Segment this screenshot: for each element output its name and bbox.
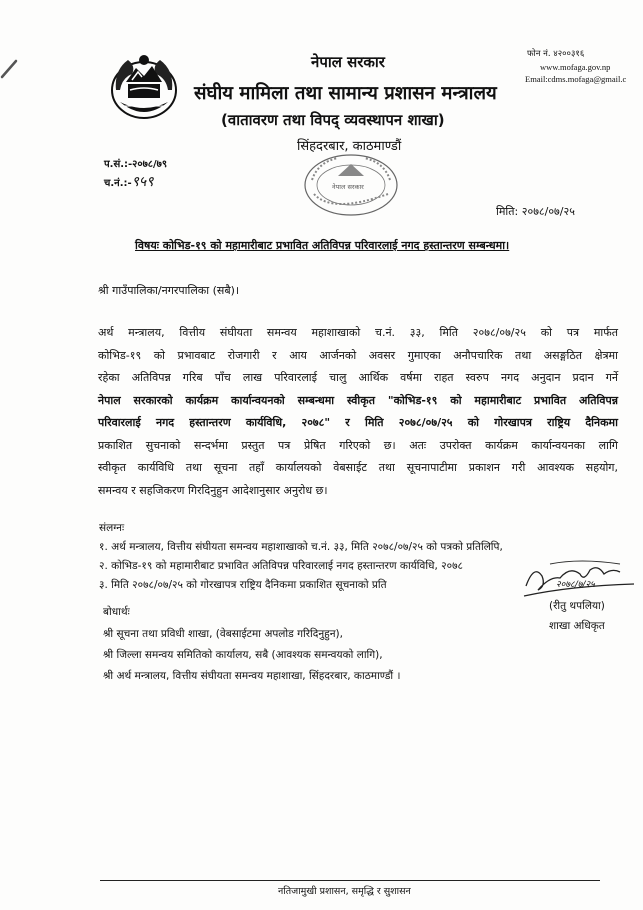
letter-date: मिति: २०७८/०७/२५ bbox=[496, 205, 575, 218]
attachment-item: २. कोभिड-१९ को महामारीबाट प्रभावित अतिविपन्न परिवारलाई नगद हस्तान्तरण कार्यविधि, २०७८ bbox=[99, 560, 464, 572]
body-line: अर्थ मन्त्रालय, वित्तीय संघीयता समन्वय महाशाखाको च.नं. ३३, मिति २०७८/०७/२५ को पत्र मार्फत bbox=[98, 326, 618, 339]
office-location: सिंहदरबार, काठमाण्डौं bbox=[297, 139, 402, 154]
subject-line: विषयः कोभिड-१९ को महामारीबाट प्रभावित अतिविपन्न परिवारलाई नगद हस्तान्तरण सम्बन्धमा। bbox=[135, 239, 510, 252]
cc-item: श्री अर्थ मन्त्रालय, वित्तीय संघीयता समन्वय महाशाखा, सिंहदरबार, काठमाण्डौं । bbox=[103, 670, 401, 682]
dispatch-label: च.नं.:- bbox=[104, 178, 132, 189]
footer-motto: नतिजामुखी प्रशासन, समृद्धि र सुशासन bbox=[278, 886, 411, 897]
dispatch-handwritten: ९५९ bbox=[131, 174, 154, 190]
attachment-item: ३. मिति २०७८/०७/२५ को गोरखापत्र राष्ट्रिय दैनिकमा प्रकाशित सूचनाको प्रति bbox=[99, 579, 387, 591]
footer-rule bbox=[100, 880, 600, 881]
body-line: परिवारलाई नगद हस्तान्तरण कार्यविधि, २०७८" र मिति २०७८/०७/२५ को गोरखापत्र राष्ट्रिय दैनिकमा bbox=[98, 416, 618, 429]
cc-item: श्री जिल्ला समन्वय समितिको कार्यालय, सबै (आवश्यक समन्वयको लागि), bbox=[103, 649, 383, 661]
body-line: रहेका अतिविपन्न गरिब पाँच लाख परिवारलाई चालु आर्थिक वर्षमा राहत स्वरुप नगद अनुदान प्रदान गर्ने bbox=[98, 371, 618, 384]
body-line: समन्वय र सहजिकरण गिरदिनुहुन आदेशानुसार अनुरोध छ। bbox=[98, 483, 328, 497]
body-line: कोभिड-१९ को प्रभावबाट रोजगारी र आय आर्जनको अवसर गुमाएका अनौपचारिक तथा असङ्गठित क्षेत्रमा bbox=[98, 348, 618, 362]
section-name: (वातावरण तथा विपद् व्यवस्थापन शाखा) bbox=[221, 111, 445, 129]
website: www.mofaga.gov.np bbox=[540, 62, 611, 72]
body-paragraph bbox=[98, 322, 618, 502]
body-line: नेपाल सरकारको कार्यक्रम कार्यान्वयनको सम्बन्धमा स्वीकृत "कोभिड-१९ को महामारीबाट प्रभावित अतिविपन्न bbox=[98, 393, 618, 407]
nepal-emblem-icon bbox=[106, 50, 182, 124]
phone-number: फोन नं. ४२००३१६ bbox=[527, 49, 585, 59]
signatory-name: (रीतु थपलिया) bbox=[549, 600, 605, 612]
seal-center-text: नेपाल सरकार bbox=[332, 183, 364, 191]
signatory-title: शाखा अधिकृत bbox=[549, 620, 605, 632]
attachment-item: १. अर्थ मन्त्रालय, वित्तीय संघीयता समन्वय महाशाखाको च.नं. ३३, मिति २०७८/०७/२५ को पत्रको प्रतिलिपि, bbox=[99, 541, 503, 553]
body-line: स्वीकृत कार्यविधि तथा सूचना तहाँ कार्यालयको वेबसाईट तथा सूचनापाटीमा प्रकाशन गरी आवश्यक सहयोग, bbox=[98, 461, 618, 474]
signature-date: २०७८/७/२५ bbox=[556, 580, 595, 590]
letter-number: प.सं.:-२०७८/७९ bbox=[104, 159, 168, 170]
cc-item: श्री सूचना तथा प्रविधी शाखा, (वेबसाईटमा अपलोड गरिदिनुहुन), bbox=[103, 628, 343, 640]
dispatch-number bbox=[104, 172, 154, 191]
ministry-name: संघीय मामिला तथा सामान्य प्रशासन मन्त्रालय bbox=[194, 83, 497, 104]
body-line: प्रकाशित सुचनाको सन्दर्भमा प्रस्तुत पत्र प्रेषित गरिएको छ। अतः उपरोक्त कार्यक्रम कार्यान्वयनका लागि bbox=[98, 438, 618, 452]
email: Email:cdms.mofaga@gmail.c bbox=[525, 74, 627, 84]
attachments-heading: संलग्नः bbox=[99, 522, 125, 534]
cc-heading: बोधार्थः bbox=[103, 606, 130, 618]
recipient: श्री गाउँपालिका/नगरपालिका (सबै)। bbox=[98, 284, 240, 297]
staple-mark bbox=[0, 55, 20, 85]
government-name: नेपाल सरकार bbox=[311, 53, 385, 71]
